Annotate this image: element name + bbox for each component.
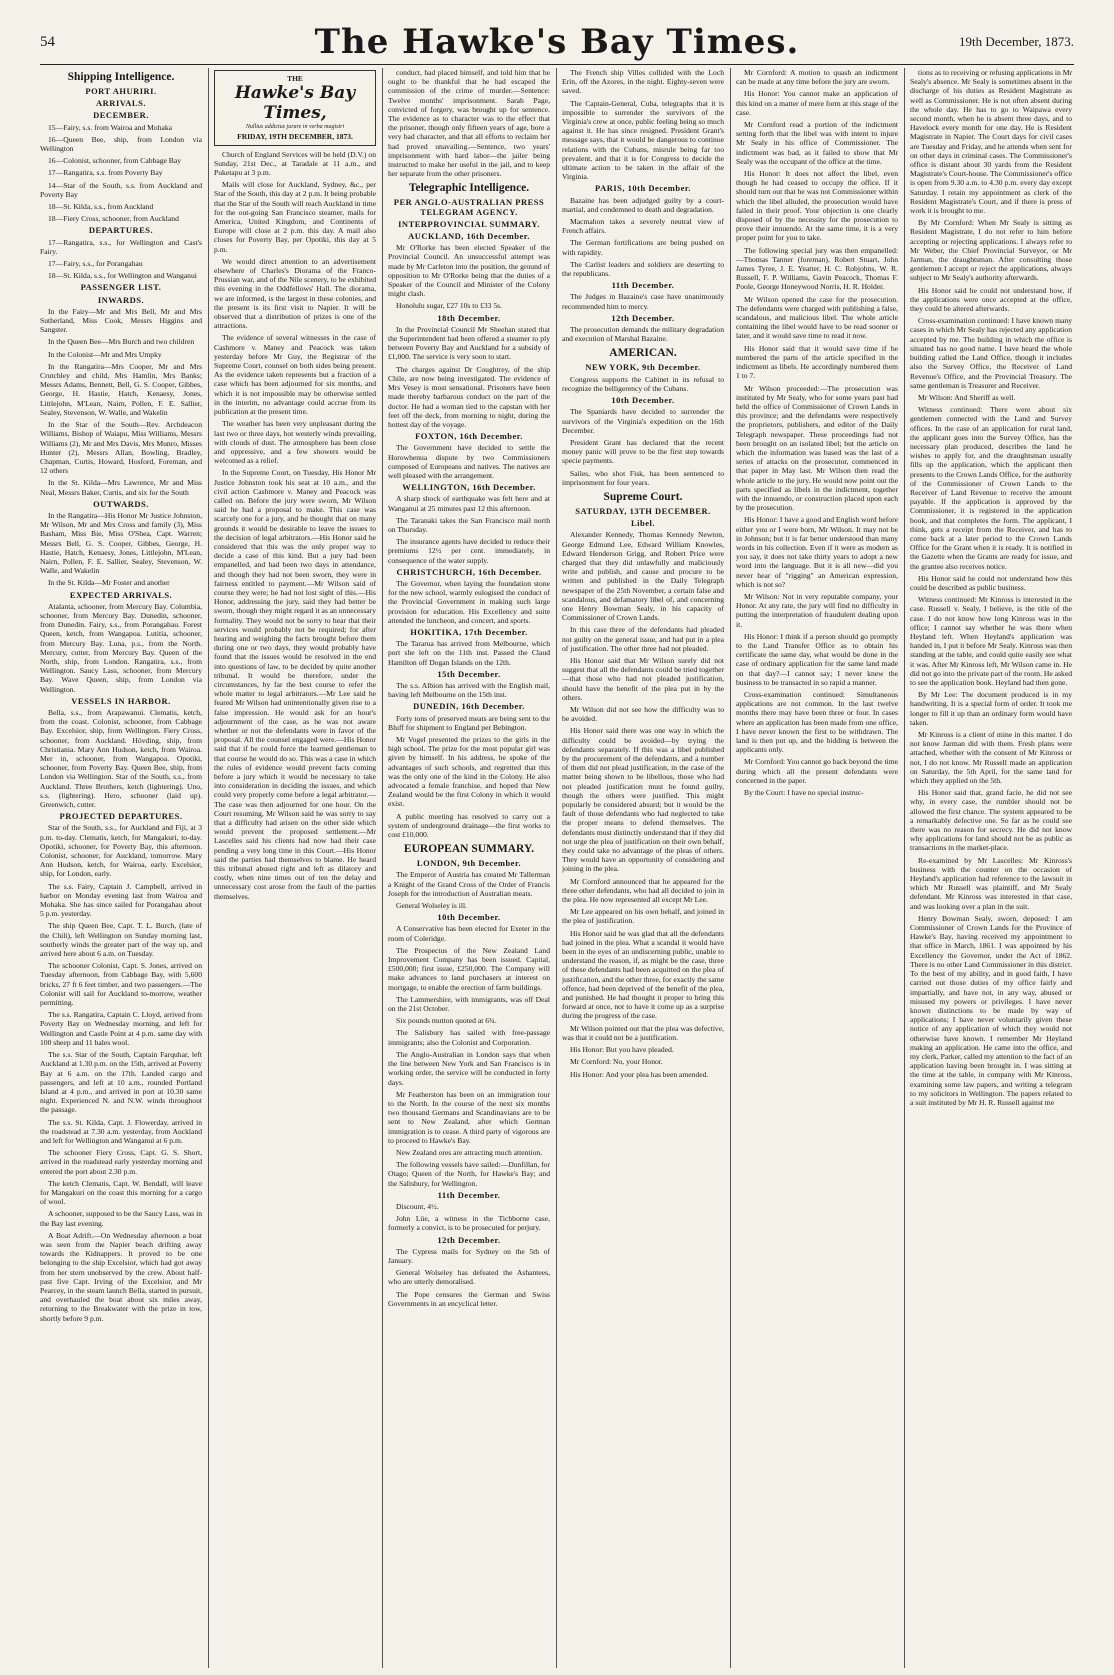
subheading: 15th December. bbox=[437, 668, 501, 679]
paragraph: By Mr Lee: The document produced is in my handwriting. It is a special form of order. It took me longer to fill it up than an ordinary form would have taken. bbox=[910, 690, 1072, 727]
subheading: 10th December. bbox=[611, 395, 675, 406]
subheading: HOKITIKA, 17th December. bbox=[410, 626, 528, 637]
paragraph: A Conservative has been elected for Exeter in the room of Coleridge. bbox=[388, 924, 550, 943]
paragraph: In the Supreme Court, on Tuesday, His Honor Mr Justice Johnston took his seat at 10 a.m., and the civil action Cashmore v. Maney and Peacock was called on. Before the jury were sworn, Mr Wilson said he had a proposal to make. This case was scarcely one for a jury, and he thought that on many grounds it would be desirable to leave the issues to the decision of legal arbitrators.—His Honor said he considered that this was the only proper way to decide a case of this kind. But a jury had been empanelled, and had been two days in attendance, and though they had not been sworn, they were in fairness entitled to payment.—Mr Wilson said of course they were; he had not lost sight of this.—His Honor, addressing the jury, said they had better be sworn, though they might regard it as an unnecessary formality. They would not be sorry to hear that their services would probably not be required; for after hearing and weighing the facts brought before them during one or two days, they would probably have found that the issues would be resolved in the end into questions of law, to be decided by quite another tribunal. It would be therefore, under the circumstances, by far the best course to refer the whole matter to legal arbitrators.—Mr Lee said he feared Mr Wilson had unintentionally given rise to a false impression. He would ask for an hour's adjournment of the case, as he was not aware whether or not the defendants were in favor of the proposal. All the counsel engaged were.—His Honor said that if he could force the learned gentleman to that course he would do so. This was a case in which the rules of evidence would prevent facts coming before a jury which it would be necessary to take into consideration in deciding the issues, and which could very properly come before a legal arbitrator.—The case was then adjourned for one hour. On the Court resuming, Mr Wilson said he was sorry to say that a difficulty had arisen on the other side which would prevent the proposed settlement.—Mr Lascelles said his clients had now had their case pending a very long time in this Court.—His Honor said the parties had themselves to blame. He heard this tribunal abused right and left as dilatory and costly, when nine times out of ten the delay and unnecessary cost arose from the fault of the parties themselves. bbox=[214, 468, 376, 901]
paragraph: His Honor said that it would save time if he numbered the parts of the article specified in the indictment as libels. He accordingly numbered them 1 to 7. bbox=[736, 343, 898, 381]
nameplate bbox=[214, 70, 376, 146]
paragraph: Discount, 4½. bbox=[396, 1201, 439, 1211]
subheading: FOXTON, 16th December. bbox=[415, 431, 523, 442]
paragraph: The Captain-General, Cuba, telegraphs that it is impossible to surrender the survivors of the Virginia's crew at once, public feeling being so much against it. He has since resigned. President Grant's message says, that it would be dangerous to continue relations with the Cubans, misrule being far too prevalent, and that it is for Congress to decide the ultimate action to be taken in the affair of the Virginia. bbox=[562, 98, 724, 182]
subheading: 18th December. bbox=[437, 312, 501, 323]
nameplate-date: FRIDAY, 19TH DECEMBER, 1873. bbox=[237, 132, 353, 142]
section-heading: Shipping Intelligence. bbox=[67, 71, 175, 83]
subheading: 10th December. bbox=[437, 912, 501, 923]
paragraph: Mr Cornford: A motion to quash an indictment can be made at any time before the jury are sworn. bbox=[736, 68, 898, 87]
paragraph: Honolulu sugar, £27 10s to £33 5s. bbox=[396, 301, 503, 311]
paragraph: In the St. Kilda—Mr Foster and another bbox=[48, 578, 170, 588]
paragraph: Bazaine has been adjudged guilty by a court-martial, and condemned to death and degradation. bbox=[562, 195, 724, 214]
column-5 bbox=[736, 68, 898, 1668]
subheading: 12th December. bbox=[611, 312, 675, 323]
paragraph: A Boat Adrift.—On Wednesday afternoon a boat was seen from the Napier beach drifting away towards the Kidnappers. It proved to be one belonging to the ship Excelsior, which had got away from her stern unobserved by the crew. About half-past five Capt. Irving of the Excelsior, and Mr Pearcey, in the steam launch Bella, started in pursuit, and overhauled the boat about six miles away, returning to the Breakwater with the prize in tow, shortly before 9 p.m. bbox=[40, 1230, 202, 1323]
subheading: DEPARTURES. bbox=[88, 225, 154, 236]
page-number: 54 bbox=[40, 34, 55, 50]
paragraph: In this case three of the defendants had pleaded not guilty on the general issue, and had put in a plea of justification. The other three had not pleaded. bbox=[562, 625, 724, 653]
paragraph: His Honor said he was glad that all the defendants had joined in the plea. What a scandal it would have been in the eyes of an undiscerning public, unable to understand the reason, if, as might be the case, three of these defendants had been acquitted on the plea of justification, and the other three, for exactly the same offence, had been deprived of the benefit of the plea, and punished. He had thought it proper to bring this forward at once, not to have it come up as a surprise during the progress of the case. bbox=[562, 928, 724, 1021]
paragraph: The Government have decided to settle the Horowhenua dispute by two Commissioners composed of Europeans and natives. The natives are well pleased with the arrangement. bbox=[388, 443, 550, 480]
paragraph: 14—Star of the South, s.s. from Auckland and Poverty Bay bbox=[40, 180, 202, 199]
paragraph: His Honor said that, grand facie, he did not see why, in every case, the rumbler should not be allowed the first chance. The system appeared to be a remarkably defective one. So far as he could see there was no reason for secrecy. He did not know why applications for land should not be as public as transactions in the market-place. bbox=[910, 788, 1072, 853]
paragraph: The Lammershire, with immigrants, was off Deal on the 21st October. bbox=[388, 994, 550, 1014]
paragraph: The Governor, when laying the foundation stone for the new school, warmly eulogised the conduct of the Provincial Government in making such large provision for education. His Excellency and suite attended the luncheon, and concert, and sports. bbox=[388, 578, 550, 625]
paragraph: His Honor said that Mr Wilson surely did not suggest that all the defendants could be tried together—that those who had not pleaded justification, should have the benefit of the plea put in by the others. bbox=[562, 655, 724, 702]
paragraph: The s.s. Rangatira, Captain C. Lloyd, arrived from Poverty Bay on Wednesday morning, and left for Wellington and Castle Point at 4 p.m. same day with 100 sheep and 11 bales wool. bbox=[40, 1010, 202, 1047]
paragraph: General Wolseley is ill. bbox=[396, 901, 467, 911]
subheading: VESSELS IN HARBOR. bbox=[71, 695, 171, 706]
paragraph: The charges against Dr Coughtrey, of the ship Chile, are now being investigated. The evidence of Mrs Vesey is most sensational. Prisoners have been made thereby barbarous conduct on the part of the doctor. He had a woman tied to the capstan with her feet off the deck, from morning to night, during the hottest day of the voyage. bbox=[388, 364, 550, 429]
paragraph: In the Queen Bee—Mrs Burch and two children bbox=[48, 337, 195, 347]
paragraph: 18—St. Kilda, s.s., for Wellington and Wanganui bbox=[48, 271, 197, 281]
subheading: AUCKLAND, 16th December. bbox=[408, 231, 530, 242]
masthead bbox=[0, 0, 1114, 62]
paragraph: The Emperor of Austria has created Mr Tallerman a Knight of the Grand Cross of the Order of Francis Joseph for the introduction of Australian meats. bbox=[388, 870, 550, 898]
page-columns bbox=[40, 68, 1074, 1668]
paragraph: Six pounds mutton quoted at 6¾. bbox=[396, 1016, 497, 1026]
subheading: INWARDS. bbox=[97, 294, 145, 305]
column-divider bbox=[904, 68, 905, 1668]
subheading: 12th December. bbox=[437, 1234, 501, 1245]
column-4 bbox=[562, 68, 724, 1668]
paragraph: 16—Colonist, schooner, from Cabbage Bay bbox=[48, 156, 181, 166]
paragraph: General Wolseley has defeated the Ashantees, who are utterly demoralised. bbox=[388, 1268, 550, 1287]
paragraph: Sailes, who shot Fisk, has been sentenced to imprisonment for four years. bbox=[562, 468, 724, 487]
paragraph: The French ship Villes collided with the Loch Erin, off the Azores, in the night. Eighty-seven were saved. bbox=[562, 68, 724, 96]
paragraph: 15—Fairy, s.s. from Wairoa and Mohaka bbox=[48, 122, 173, 132]
column-divider bbox=[382, 68, 383, 1668]
subheading: PASSENGER LIST. bbox=[80, 282, 162, 293]
paragraph: President Grant has declared that the recent money panic will prove to be the first step towards specie payments. bbox=[562, 437, 724, 466]
paragraph: Witness continued: Mr Kinross is interested in the case. Russell v. Sealy, I believe, is the title of the case. I do not know how long Kinross was in the office; I cannot say whether he was there when Heyland left. When Heyland's application was handed in, I put it before Mr Sealy. Kinross was then standing at the table, and could quite easily see what it was. After Mr Kinross left, Mr Wilson came in. He did not go into the private part of the room. He asked to see the application book. Heyland had then gone. bbox=[910, 595, 1072, 687]
column-1 bbox=[40, 68, 202, 1668]
paragraph: The evidence of several witnesses in the case of Cashmore v. Maney and Peacock was taken yesterday before Mr Guy, the Registrar of the Supreme Court, counsel on both sides being present. As the evidence taken represents but a fraction of a case which has been adjourned for six months, and which it is not impossible may be otherwise settled in the interim, no advantage could accrue from its publication at the present time. bbox=[214, 333, 376, 417]
paragraph: Mr Cornford: You cannot go back beyond the time during which all the present defendants were concerned in the paper. bbox=[736, 757, 898, 785]
paragraph: His Honor: I think if a person should go promptly to the Land Transfer Office as to obtain his certificate the same day, what would be done in the case of ordinary application for the same land made on that day?—I cannot say; I never knew the business to be transacted in so rapid a manner. bbox=[736, 631, 898, 687]
paragraph: Henry Bowman Sealy, sworn, deposed: I am Commissioner of Crown Lands for the Province of Hawke's Bay, having received my appointment to that office in March, 1861. I was appointed by his Excellency the Governor, under the Act of 1862. There is no other Land Commissioner in this district. To the best of my ability, and in good faith, I have carried out those duties of my office fairly and impartially, and have not, in any way, abused or misused my powers or privileges. I have never known distinctions to be made by way of applications; I have never voluntarily given these notice of any application of which they would not otherwise have known. I remember Mr Heyland making an application. He came into the office, and my clerk, Parker, called my attention to the fact of an application having been brought in. I was sitting at the time at the table, in company with Mr Kinross, examining some law papers, and writing a telegram to my solicitors in Wellington. The papers related to a suit instituted by Mr H. R. Russell against me bbox=[910, 913, 1072, 1107]
paragraph: The Spaniards have decided to surrender the survivors of the Virginia's expedition on the 16th December. bbox=[562, 407, 724, 435]
paragraph: The following vessels have sailed:—Dunfillan, for Otago; Queen of the North, for Hawke's Bay; and the Salisbury, for Wellington. bbox=[388, 1160, 550, 1188]
paragraph: In the Fairy—Mr and Mrs Bell, Mr and Mrs Sutherland, Miss Cook, Messrs Higgins and Sangster. bbox=[40, 306, 202, 335]
nameplate-motto: Nullius addictus jurare in verba magistri bbox=[245, 124, 345, 131]
paragraph: His Honor: You cannot make an application of this kind on a matter of mere form at this stage of the case. bbox=[736, 89, 898, 117]
paragraph: By the Court: I have no special instruc- bbox=[744, 788, 864, 798]
paragraph: Mr Wilson opened the case for the prosecution. The defendants were charged with publishing a false, scandalous, and malicious libel. The whole article containing the libel would have to be read sooner or later, and it would save time to read it now. bbox=[736, 294, 898, 341]
paragraph: Mr Cornford: No, your Honor. bbox=[570, 1057, 663, 1067]
paragraph: His Honor: And your plea has been amended. bbox=[570, 1069, 709, 1079]
paragraph: His Honor said there was one way in which the difficulty could be avoided—by trying the defendants separately. If this was a libel published by the procurement of the defendants, and a number of them did not plead justification, in the case of the matter being shown to be libellous, those who had not pleaded justification must be found guilty, though the others were justified. This might popularly be considered absurd; but it would be the fault of those defendants who had neglected to take the proper means to defend themselves. The defendants must distinctly understand that if they did not urge the plea of justification on their own behalf, they could take no advantage of the pleas of others. They would have an opportunity of considering and joining in the plea. bbox=[562, 726, 724, 874]
paragraph: Mr Wilson did not see how the difficulty was to be avoided. bbox=[562, 704, 724, 724]
paragraph: Mr Wilson pointed out that the plea was defective, was that it could not be a justification. bbox=[562, 1023, 724, 1042]
paragraph: The weather has been very unpleasant during the last two or three days, hot westerly winds prevailing, with clouds of dust. The atmosphere has been close and oppressive, and a few showers would be welcomed as a relief. bbox=[214, 419, 376, 466]
paragraph: The Tararua has arrived from Melbourne, which port she left on the 11th inst. Passed the Claud Hamilton off Dogan Islands on the 12th. bbox=[388, 639, 550, 667]
paragraph: Mr Cornford read a portion of the indictment setting forth that the libel was with intent to injure Mr Sealy in his office of Commissioner. The indictment was bad, as it failed to show that Mr Sealy was the occupant of the office at the time. bbox=[736, 120, 898, 166]
subheading: EXPECTED ARRIVALS. bbox=[69, 589, 173, 600]
paragraph: His Honor: It does not affect the libel, even though he had ceased to occupy the office. If it should turn out that he was not Commissioner within which the libel alluded, the prosecution would have failed in their proof. Your objection is one clearly disposed of by the necessity for the prosecution to prove their innuendo. At the same time, it is a very proper point for you to take. bbox=[736, 169, 898, 243]
subheading: PORT AHURIRI. bbox=[85, 86, 157, 96]
section-heading: AMERICAN. bbox=[609, 347, 677, 360]
paragraph: 17—Rangatira, s.s., for Wellington and Cast's Fairy. bbox=[40, 237, 202, 256]
paragraph: 16—Queen Bee, ship, from London via Wellington bbox=[40, 134, 202, 154]
subheading: LONDON, 9th December. bbox=[416, 858, 522, 869]
paragraph: In the Rangatira—His Honor Mr Justice Johnston, Mr Wilson, Mr and Mrs Cross and family (3), Miss Basham, Miss Bie, Miss O'Shea, Capt. Warren; Messrs Bell, G. S. Cooper, Gibbes, George, H. Hastie, Hatch, Kenaesy, Jones, Littlejohn, M'Lean, Nairn, Pollen, F. E. Sallier, Sealey, Stevenson, W. Walle, and Wakelin bbox=[40, 510, 202, 576]
paragraph: In the Colonist—Mr and Mrs Umpky bbox=[48, 349, 162, 359]
paragraph: Re-examined by Mr Lascelles: Mr Kinross's business with the counter on the occasion of Heyland's application had reference to the lawsuit in which Mr Russell was plaintiff, and Mr Sealy defendant. Mr Kinross was interested in that case, and was looking over a plan in the suit. bbox=[910, 855, 1072, 911]
paragraph: 18—Fiery Cross, schooner, from Auckland bbox=[48, 214, 179, 224]
paragraph: Mr Cornford announced that he appeared for the three other defendants, who had all decided to join in the plea. He now represented all except Mr Lee. bbox=[562, 876, 724, 905]
paragraph: conduct, had placed himself, and told him that he ought to be thankful that he had escaped the commission of the crime of murder.—Sentence: Twelve months' imprisonment. Sarah Page, convicted of forgery, was brought up for sentence. The evidence as to character was to the effect that the prisoner, though only fifteen years of age, bore a very bad character, and that all efforts to reclaim her had proved unavailing.—Sentence, two years' imprisonment with hard labor—the jailer being instructed to make her useful in the jail, and to keep her separate from the other prisoners. bbox=[388, 68, 550, 179]
column-6 bbox=[910, 68, 1072, 1668]
paragraph: In the Provincial Council Mr Sheehan stated that the Superintendent had been offered a steamer to ply between Poverty Bay and Auckland for a subsidy of £1,000. The service is very soon to start. bbox=[388, 324, 550, 362]
subheading: PROJECTED DEPARTURES. bbox=[59, 811, 183, 822]
paragraph: Mails will close for Auckland, Sydney, &c., per Star of the South, this day at 2 p.m. It being probable that the Star of the South will reach Auckland in time for the out-going San Francisco steamer, mails for America, United Kingdom, and Continents of Europe will close at 2 p.m. this day. A mail also closes for Poverty Bay, per Opotiki, this day at 5 p.m. bbox=[214, 180, 376, 254]
paragraph: His Honor: I have a good and English word before either you or I were born, Mr Wilson. It may not be in Johnson; but it is far better understood than many words in his collection. Even if it were as modern as you say, it does not take thirty years to adopt a new word into the language. But it is all new—did you never hear of "rigging" an American expression, which is not so? bbox=[736, 515, 898, 589]
paragraph: Mr Featherston has been on an immigration tour to the North. In the course of the next six months two thousand Germans and Scandinavians are to be sent to New Zealand, after which German immigration is to cease. A third party of vigorous are to proceed to Hawke's Bay. bbox=[388, 1089, 550, 1145]
subheading: SATURDAY, 13TH DECEMBER. bbox=[575, 505, 711, 516]
paragraph: The Prospectus of the New Zealand Land Improvement Company has been issued. Capital, £500,000; first issue, £250,000. The Company will make advances to land purchasers at interest on mortgage, to enable the erection of farm buildings. bbox=[388, 945, 550, 992]
paragraph: A schooner, supposed to be the Saucy Lass, was in the Bay last evening. bbox=[40, 1209, 202, 1228]
section-heading: EUROPEAN SUMMARY. bbox=[403, 843, 535, 856]
paragraph: Forty tons of preserved meats are being sent to the Bluff for shipment to England per Bebington. bbox=[388, 713, 550, 732]
paragraph: Congress supports the Cabinet in its refusal to recognize the belligerency of the Cubans. bbox=[562, 374, 724, 393]
paragraph: A public meeting has resolved to carry out a system of underground drainage—the first works to cost £10,000. bbox=[388, 811, 550, 840]
paragraph: The s.s. Star of the South, Captain Farquhar, left Auckland at 1.30 p.m. on the 15th, arrived at Poverty Bay at 6 a.m. on the 17th. Landed cargo and passengers, and left at 10 a.m., rounded Portland Island at 4 p.m., and arrived in port at 10.30 same night. Experienced N. and N.W. winds throughout the passage. bbox=[40, 1050, 202, 1115]
nameplate-title: Hawke's Bay Times, bbox=[234, 83, 356, 124]
paragraph: Macmahon takes a severely neutral view of French affairs. bbox=[562, 217, 724, 236]
paragraph: In the Rangatira—Mrs Cooper, Mr and Mrs Crutchley and child, Mrs Hamlin, Mrs Banks; Messrs Adams, Bennett, Bell, G. S. Cooper, Gibbes, George, H. Hastie, Hatch, Kenaesy, Jones, Littlejohn, M'Lean, Nairn, Pollen, F. E. Sallier, Sealey, Stevenson, W. Walle, and Wakelin bbox=[40, 361, 202, 417]
paragraph: His Honor said he could not understand how this could be described as public business. bbox=[910, 573, 1072, 592]
newspaper-title: The Hawke's Bay Times. bbox=[314, 22, 800, 62]
subheading: 11th December. bbox=[611, 280, 675, 291]
paragraph: The ketch Clematis, Capt. W. Bendall, will leave for Mangakuri on the coast this morning for a cargo of wool. bbox=[40, 1178, 202, 1207]
paragraph: 18—St. Kilda, s.s., from Auckland bbox=[48, 202, 154, 212]
paragraph: The prosecution demands the military degradation and execution of Marshal Bazaine. bbox=[562, 325, 724, 344]
column-2 bbox=[214, 68, 376, 1668]
paragraph: Cross-examination continued: Simultaneous applications are not common. In the last twelve months there may have been three or four. In cases where an application has been made from one office, I have never known the first to be withdrawn. The land is then put up, and the bidding is between the applicants only. bbox=[736, 690, 898, 755]
paragraph: The ship Queen Bee, Capt. T. L. Burch, (late of the Chili), left Wellington on Sunday morning last, southerly winds the greater part of the way up, and arrived here about 6 a.m. on Tuesday. bbox=[40, 921, 202, 959]
paragraph: The s.s. St. Kilda, Capt. J. Flowerday, arrived in the roadstead at 7.30 a.m. yesterday, from Auckland and left for Wellington and Wanganui at 6 p.m. bbox=[40, 1117, 202, 1145]
paragraph: Mr Vogel presented the prizes to the girls in the high school. The prize for the most popular girl was given by himself. In his address, he spoke of the advantages of such schools, and regretted that this was the only one of the kind in the Colony. He also advocated a female franchise, and hoped that New Zealand would be the first Colony in which it would exist. bbox=[388, 735, 550, 809]
paragraph: By Mr Cornford: When Mr Sealy is sitting as Resident Magistrate, I do not refer to him before accepting or rejecting applications. I always refer to Mr Weber, the Chief Provincial Surveyor, or Mr Jarman, the draughtsman. After consulting those gentlemen I accept or reject the applications, always subject to Mr Sealy's authority afterwards. bbox=[910, 218, 1072, 283]
subheading: OUTWARDS. bbox=[93, 498, 149, 509]
paragraph: The following special jury was then empanelled:—Thomas Tanner (foreman), Robert Stuart, John James Tyree, J. E. Yeatter, H. C. Robjohns, W. R. Russell, F. P. Williams, Gavin Peacock, Thomas F. Poole, George Honeywood Norris, H. R. Holder. bbox=[736, 245, 898, 292]
paragraph: Mr Lee appeared on his own behalf, and joined in the plea of justification. bbox=[562, 907, 724, 926]
subheading: CHRISTCHURCH, 16th December. bbox=[396, 566, 542, 577]
section-heading: Telegraphic Intelligence. bbox=[408, 182, 530, 195]
paragraph: 17—Fairy, s.s., for Porangahau bbox=[48, 259, 143, 269]
paragraph: The Anglo-Australian in London says that when the line between New York and San Francisco is in working order, the service will be conducted in forty days. bbox=[388, 1049, 550, 1087]
paragraph: New Zealand ores are attracting much attention. bbox=[396, 1147, 543, 1157]
paragraph: John Lüe, a witness in the Tichborne case, formerly a convict, is to be prosecuted for perjury. bbox=[388, 1214, 550, 1233]
paragraph: The s.s. Albion has arrived with the English mail, having left Melbourne on the 15th inst. bbox=[388, 680, 550, 700]
paragraph: The schooner Fiery Cross, Capt. G. S. Short, arrived in the roadstead early yesterday morning and entered the port about 2.30 p.m. bbox=[40, 1148, 202, 1176]
paragraph: The German fortifications are being pushed on with rapidity. bbox=[562, 238, 724, 257]
paragraph: A sharp shock of earthquake was felt here and at Wanganui at 25 minutes past 12 this afternoon. bbox=[388, 494, 550, 513]
subheading: Libel. bbox=[630, 518, 656, 529]
paragraph: Star of the South, s.s., for Auckland and Fiji, at 3 p.m. to-day. Clematis, ketch, for Mangakuri, to-day. Opotiki, schooner, for Poverty Bay, this afternoon. Colonist, schooner, for Auckland, tomorrow. Mary Ann Hudson, ketch, for Wairoa, early. Excelsior, ship, for London, early. bbox=[40, 823, 202, 879]
paragraph: Cross-examination continued: I have known many cases in which Mr Sealy has rejected any application accepted by me. The building in which the office is situated has no good name. I have heard the whole building called the Land Office, though it includes also the Survey Office, the Receiver of Land Revenue's Office, and the Provincial Treasury. The same gentleman is Treasurer and Receiver. bbox=[910, 316, 1072, 390]
subheading: DECEMBER. bbox=[93, 110, 149, 121]
paragraph: Mr O'Rorke has been elected Speaker of the Provincial Council. An unsuccessful attempt was made by Mr Carleton into the position, the ground of opposition to Mr O'Rorke being that the duties of a Speaker of the Council and Minister of the Colony might clash. bbox=[388, 243, 550, 299]
issue-date: 19th December, 1873. bbox=[958, 34, 1074, 49]
subheading: ARRIVALS. bbox=[96, 98, 146, 109]
paragraph: Witness continued: There were about six gentlemen connected with the Land and Survey offices. In the case of an application for rural land, the applicant goes into the Survey Office, has the necessary plan produced, describes the land he wishes to apply for, and the draughtsman usually fills up the application, which the applicant then presents to the Crown Lands Office, for the authority of the Commissioner of Crown Lands to the Receiver of Land Revenue to receive the amount payable. If the application is approved by the Commissioner, it is registered in the application book, and that completes the form. The applicant, I think, gets a receipt from the Receiver, and has to come back at a later period to the Crown Lands Office for the Grant when it is ready. It is notified in the Gazette when the Grants are ready for issue, and the grantee also receives notice. bbox=[910, 405, 1072, 571]
subheading: DUNEDIN, 16th December. bbox=[413, 701, 525, 712]
subheading: PARIS, 10th December. bbox=[595, 183, 691, 194]
paragraph: We would direct attention to an advertisement elsewhere of Charles's Diorama of the Franco-Prussian war, and of the Nile scenery, to be exhibited this evening in the Oddfellows' Hall. The diorama, we are informed, is the largest in these colonies, and the present is its first visit to Napier. It will be observed that a distribution of prizes is one of the attractions. bbox=[214, 256, 376, 331]
subheading: INTERPROVINCIAL SUMMARY. bbox=[398, 218, 540, 229]
paragraph: Alexander Kennedy, Thomas Kennedy Newton, George Edmund Lee, Edward William Knowles, Edward Henderson Grigg, and Robert Price were charged that they did unlawfully and maliciously write and publish, and cause and procure to be written and published in the Daily Telegraph newspaper of the 25th November, a certain false and scandalous, and defamatory libel of, and concerning one Henry Bowman Sealy, in his capacity of Commissioner of Crown Lands. bbox=[562, 530, 724, 623]
nameplate-pre: THE bbox=[287, 74, 303, 83]
paragraph: The Carlist leaders and soldiers are deserting to the republicans. bbox=[562, 259, 724, 279]
paragraph: The Pope censures the German and Swiss Governments in an encyclical letter. bbox=[388, 1289, 550, 1308]
paragraph: The s.s. Fairy, Captain J. Campbell, arrived in harbor on Monday evening last from Wairoa and Mohaka. She has since sailed for Porangahau about 5 p.m. yesterday. bbox=[40, 881, 202, 919]
column-divider bbox=[208, 68, 209, 1668]
column-divider bbox=[730, 68, 731, 1668]
column-divider bbox=[556, 68, 557, 1668]
masthead-rule bbox=[40, 64, 1074, 65]
paragraph: The insurance agents have decided to reduce their premiums 12½ per cent. immediately, in consequence of the water supply. bbox=[388, 537, 550, 565]
paragraph: Bella, s.s., from Arapawanui. Clematis, ketch, from the coast. Colonist, schooner, from Cabbage Bay. Excelsior, ship, from Wellington. Fiery Cross, schooner, from Auckland. Hövding, ship, from Christiania. Mary Ann Hudson, ketch, from Wairoa. Mer in, schooner, from Wangapoa. Opotiki, schooner, from Poverty Bay. Queen Bee, ship, from London via Wellington. Star of the South, s.s., from Auckland. Three Brothers, ketch (lightering). Uno, s.s. (lightering). Hero, schooner (laid up). Greenwich, cutter. bbox=[40, 707, 202, 810]
subheading: 11th December. bbox=[437, 1189, 501, 1200]
paragraph: His Honor: But you have pleaded. bbox=[570, 1045, 674, 1055]
paragraph: Mr Kinross is a client of mine in this matter. I do not know Jarman did with them. Fresh plans were attached, whether with the consent of Mr Kinross or not, I do not know. Mr Russell made an application on Saturday, the 5th April, for the same land for which they applied on the 5th. bbox=[910, 730, 1072, 786]
paragraph: Mr Wilson: And Sheriff as well. bbox=[918, 392, 1016, 402]
subheading: PER ANGLO-AUSTRALIAN PRESS TELEGRAM AGENCY. bbox=[393, 197, 545, 217]
paragraph: 17—Rangatira, s.s. from Poverty Bay bbox=[48, 168, 163, 178]
paragraph: In the Star of the South—Rev. Archdeacon Williams, Bishop of Waiapu, Miss Williams, Messrs Williams (2), Mr and Mrs Davis, Mrs Munro, Misses Hunter (2), Messrs Allan, Bowling, Bradley, Chapman, Curtis, Howard, Hosford, Foreman, and 12 others bbox=[40, 420, 202, 476]
subheading: NEW YORK, 9th December. bbox=[585, 362, 701, 373]
paragraph: tions as to receiving or refusing applications in Mr Sealy's absence. Mr Sealy is sometimes absent in the discharge of his duties as Resident Magistrate as well as Commissioner. He is not often absent during the whole day. He has to go to Waipawa every second month, when he is absent three days, and to Havelock every month for one day. He is Resident Magistrate in Napier. The Court days for civil cases are Tuesday and Friday, and he attends when sent for on other days in criminal cases. The Commissioner's office is distant about 30 yards from the Resident Magistrate's Court-house. The Commissioner's office is open from 9.30 a.m. to 4.30 p.m. every day except Saturday. I retain my appointment as clerk of the Resident Magistrate's Court, and if there is press of work it is brought to me. bbox=[910, 68, 1072, 216]
paragraph: The schooner Colonist, Capt. S. Jones, arrived on Tuesday afternoon, from Cabbage Bay, with 5,600 bricks, 27 ft 6 feet timber, and two passengers.—The Colonist will sail for Auckland to-morrow, weather permitting. bbox=[40, 961, 202, 1008]
paragraph: His Honor said he could not understand how, if the applications were once accepted at the office, they could be altered afterwards. bbox=[910, 285, 1072, 314]
paragraph: Mr Wilson: Not in very reputable company, your Honor. At any rate, the jury will find no difficulty in putting the interpretation of fraudulent dealing upon it. bbox=[736, 591, 898, 629]
paragraph: Atalanta, schooner, from Mercury Bay. Columbia, schooner, from Mercury Bay. Dunedin, schooner, from Dunedin. Fairy, s.s., from Porangahau. Forest Queen, ketch, from Wangapoa. Lutitia, schooner, from Mercury Bay. Luna, p.s., from the North. Mercury, cutter, from Mercury Bay. Queen of the North, ship, from London. Rangatira, s.s., from Wellington. Saucy Lass, schooner, from Mercury Bay. Wave Queen, ship, from London via Wellington. bbox=[40, 601, 202, 694]
subheading: WELLINGTON, 16th December. bbox=[402, 482, 536, 493]
paragraph: The Judges in Bazaine's case have unanimously recommended him to mercy. bbox=[562, 292, 724, 311]
paragraph: Mr Wilson proceeded:—The prosecution was instituted by Mr Sealy, who for some years past had held the office of Commissioner of Crown Lands in this province; and the defendants were respectively the proprietors, publishers, and editor of the Daily Telegraph newspaper. These proceedings had not been brought on an isolated libel; but the article on which the information was based was the last of a series of attacks on the prosecutor, commenced in that paper in May last. Mr Wilson then read the whole article to the jury. He would now point out the parts specified as libels in the indictment, together with the innuendo, or construction placed upon each by the prosecution. bbox=[736, 383, 898, 513]
paragraph: The Taranaki takes the San Francisco mail north on Thursday. bbox=[388, 515, 550, 534]
paragraph: The Cypress mails for Sydney on the 5th of January. bbox=[388, 1246, 550, 1265]
paragraph: In the St. Kilda—Mrs Lawrence, Mr and Miss Neal, Messrs Baker, Curtis, and six for the South bbox=[40, 478, 202, 497]
paragraph: Church of England Services will be held (D.V.) on Sunday, 21st Dec., at Taradale at 11 a.m., and Puketapu at 3 p.m. bbox=[214, 149, 376, 178]
section-heading: Supreme Court. bbox=[603, 490, 683, 503]
paragraph: The Salisbury has sailed with free-passage immigrants; also the Colonist and Corporation. bbox=[388, 1028, 550, 1047]
column-3 bbox=[388, 68, 550, 1668]
